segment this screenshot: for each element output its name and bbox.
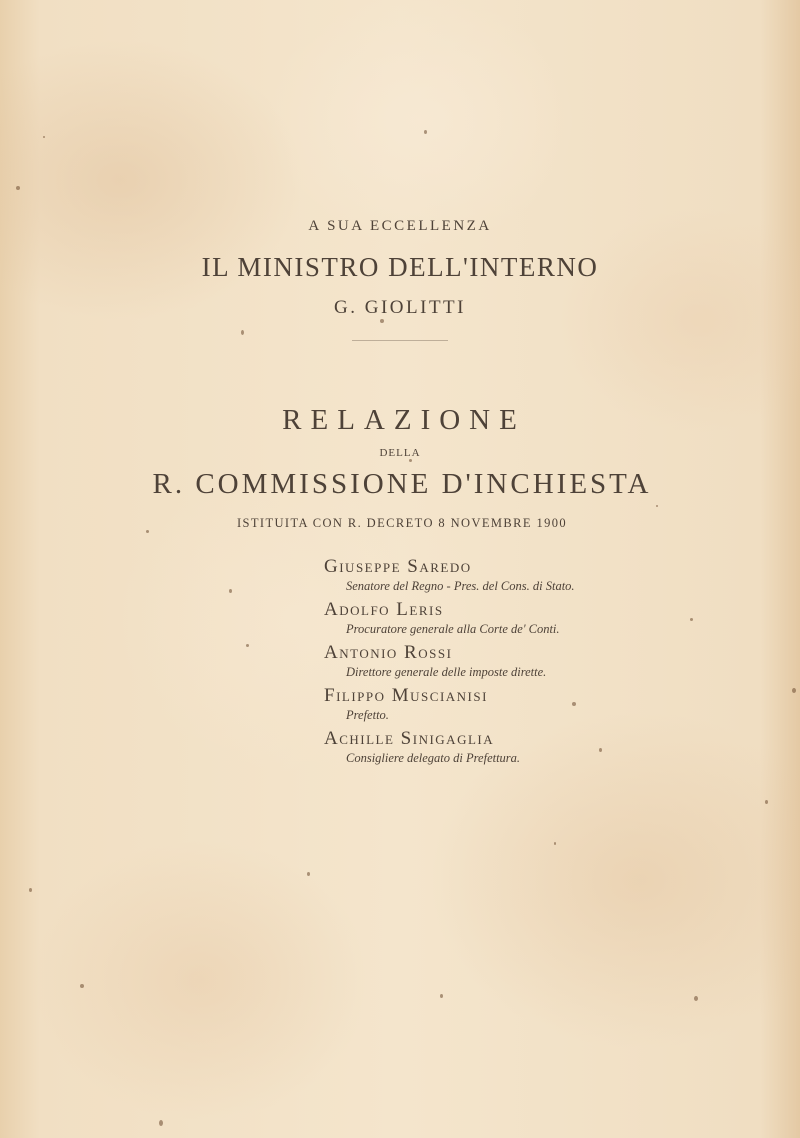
paper-speck — [424, 130, 427, 134]
paper-speck — [43, 136, 45, 138]
paper-speck — [229, 589, 232, 593]
member-name: Adolfo Leris — [324, 599, 444, 620]
paper-speck — [380, 319, 384, 323]
member-entry — [324, 727, 724, 767]
commission-members — [324, 555, 724, 770]
paper-speck — [16, 186, 20, 190]
paper-speck — [80, 984, 84, 988]
dedication-line: A SUA ECCELLENZA — [308, 218, 492, 234]
document-title: RELAZIONE — [282, 404, 526, 436]
member-entry — [324, 555, 724, 595]
paper-speck — [409, 459, 412, 462]
paper-speck — [694, 996, 698, 1001]
member-name: Filippo Muscianisi — [324, 685, 488, 706]
title-connector: DELLA — [379, 447, 421, 459]
member-name: Antonio Rossi — [324, 642, 453, 663]
paper-speck — [440, 994, 443, 998]
institution-decree: ISTITUITA CON R. DECRETO 8 NOVEMBRE 1900 — [236, 516, 568, 530]
member-entry — [324, 598, 724, 638]
divider-rule — [352, 340, 448, 341]
member-entry — [324, 684, 724, 724]
paper-speck — [246, 644, 249, 647]
member-role: Consigliere delegato di Prefettura. — [346, 751, 521, 765]
member-role: Prefetto. — [346, 708, 389, 722]
paper-speck — [241, 330, 244, 335]
member-role: Procuratore generale alla Corte de' Conti. — [346, 622, 560, 636]
member-role: Senatore del Regno - Pres. del Cons. di Stato. — [346, 579, 575, 593]
paper-speck — [792, 688, 796, 693]
paper-speck — [29, 888, 32, 892]
paper-speck — [765, 800, 768, 804]
member-name: Giuseppe Saredo — [324, 556, 472, 577]
member-name: Achille Sinigaglia — [324, 728, 495, 749]
member-role: Direttore generale delle imposte dirette. — [346, 665, 547, 679]
recipient-name: G. GIOLITTI — [334, 297, 466, 318]
recipient-title: IL MINISTRO DELL'INTERNO — [201, 252, 599, 282]
commission-title: R. COMMISSIONE D'INCHIESTA — [152, 468, 652, 500]
paper-speck — [656, 505, 658, 507]
paper-speck — [307, 872, 310, 876]
member-entry — [324, 641, 724, 681]
paper-speck — [554, 842, 556, 845]
paper-speck — [159, 1120, 163, 1126]
